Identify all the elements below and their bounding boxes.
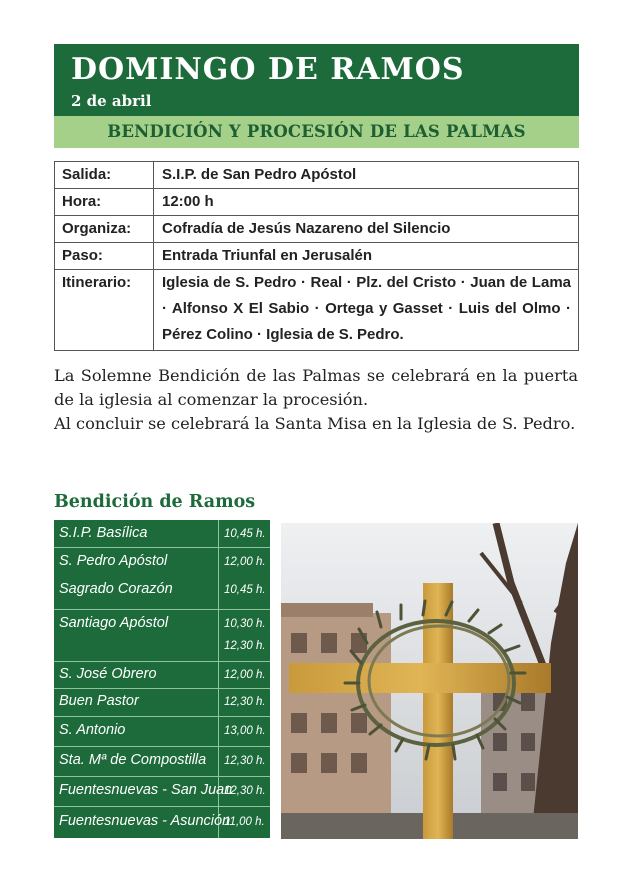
palm-cross-photo [281, 523, 578, 839]
church-name: Fuentesnuevas - Asunción [59, 813, 231, 829]
info-row-paso [55, 243, 579, 270]
organiza-value: Cofradía de Jesús Nazareno del Silencio [154, 216, 579, 243]
event-subtitle: BENDICIÓN Y PROCESIÓN DE LAS PALMAS [54, 116, 579, 148]
info-row-salida [55, 162, 579, 189]
header-banner [54, 44, 579, 116]
paso-label: Paso: [55, 243, 154, 270]
blessing-time: 10,30 h. [224, 618, 266, 630]
page-title: DOMINGO DE RAMOS [71, 52, 465, 87]
church-name: Buen Pastor [59, 693, 139, 709]
description-paragraph-2: Al concluir se celebrará la Santa Misa en la Iglesia de S. Pedro. [54, 414, 576, 433]
blessing-time: 10,45 h. [224, 584, 266, 596]
schedule-row [54, 777, 270, 807]
blessing-time: 12,30 h. [224, 640, 266, 652]
blessing-time: 12,30 h. [224, 696, 266, 708]
blessing-time: 10,45 h. [224, 528, 266, 540]
hora-label: Hora: [55, 189, 154, 216]
itinerario-label: Itinerario: [55, 270, 154, 351]
blessing-time: 11,00 h. [224, 816, 265, 828]
blessing-time: 13,00 h. [224, 725, 266, 737]
info-row-organiza [55, 216, 579, 243]
church-name: Santiago Apóstol [59, 615, 169, 631]
schedule-table [54, 520, 270, 838]
schedule-row [54, 520, 270, 548]
blessing-time: 12,00 h. [224, 556, 266, 568]
paso-value: Entrada Triunfal en Jerusalén [154, 243, 579, 270]
church-name: S.I.P. Basílica [59, 525, 148, 541]
schedule-row [54, 717, 270, 747]
salida-label: Salida: [55, 162, 154, 189]
church-name: Sta. Mª de Compostilla [59, 752, 207, 768]
church-name: Sagrado Corazón [59, 581, 173, 597]
hora-value: 12:00 h [154, 189, 579, 216]
organiza-label: Organiza: [55, 216, 154, 243]
schedule-row [54, 747, 270, 777]
event-date: 2 de abril [71, 92, 152, 110]
salida-value: S.I.P. de San Pedro Apóstol [154, 162, 579, 189]
schedule-title: Bendición de Ramos [54, 492, 256, 512]
schedule-row [54, 807, 270, 838]
church-name: S. Antonio [59, 722, 126, 738]
church-name: Fuentesnuevas - San Juan [59, 782, 233, 798]
schedule-row [54, 548, 270, 610]
schedule-row [54, 610, 270, 662]
info-row-itinerario [55, 270, 579, 351]
info-table [54, 161, 579, 351]
church-name: S. Pedro Apóstol [59, 553, 168, 569]
church-name: S. José Obrero [59, 666, 157, 682]
schedule-row [54, 662, 270, 689]
description-text [54, 364, 578, 436]
schedule-row [54, 689, 270, 717]
info-row-hora [55, 189, 579, 216]
itinerario-value: Iglesia de S. Pedro · Real · Plz. del Cristo · Juan de Lama · Alfonso X El Sabio · Ortega y Gasset · Luis del Olmo · Pérez Colino · Iglesia de S. Pedro. [154, 270, 579, 351]
blessing-time: 12,00 h. [224, 669, 266, 681]
blessing-time: 12,30 h. [224, 755, 266, 767]
description-paragraph-1: La Solemne Bendición de las Palmas se celebrará en la puerta de la iglesia al comenzar la procesión. [54, 366, 578, 409]
blessing-time: 12,30 h. [224, 785, 266, 797]
